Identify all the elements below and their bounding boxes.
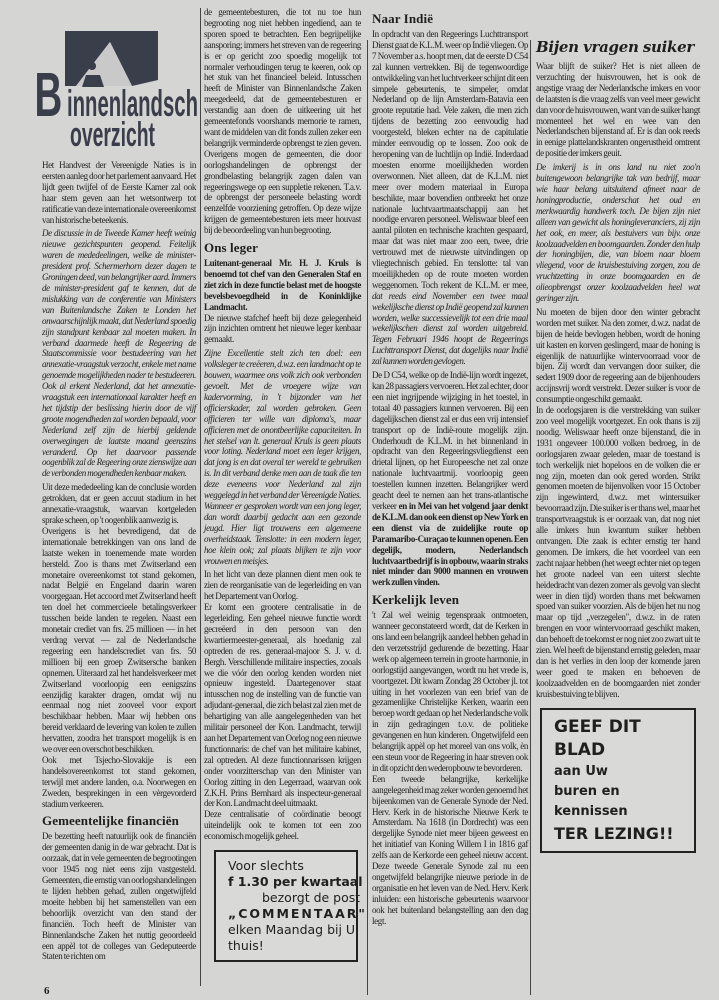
heading-kerkelijk-leven: Kerkelijk leven [372,592,460,608]
ad-line: TER LEZING!! [554,823,674,843]
paragraph: Een tweede belangrijke, kerkelijke aangelegenheid mag zeker worden genoemd het bijeenkomen van de Generale Synode der Ned. Herv. Kerk in de historische Nieuwe Kerk te Amsterdam. Na 1618 (in Dordrecht) was een dergelijke Synode niet meer bijeen geweest en het initiatief van Koning Willem I in 1816 gaf zelfs aan de Kerkorde een geheel nieuw accent. Deze tweede Generale Synode zal nu een ongetwijfeld belangrijke nieuwe periode in de organisatie en het leven van de Ned. Herv. Kerk inluiden: een historische gebeurtenis waarvoor ook het buitenland belangstelling aan den dag legt. [372,773,528,926]
paragraph: In de oorlogsjaren is die verstrekking van suiker zoo veel mogelijk voortgezet. En ook thans is zij noodig. Weliswaar heeft onze bijenstand, die in 1931 ongeveer 100.000 volken bedroeg, in de oorlogsjaren zwaar geleden, maar de toestand is toch werkelijk niet hopeloos en de volken die er nog zijn, moeten dan ook gered worden. Strikt genomen moeten de bijenvolken voor 15 October zijn ingewinterd, d.w.z. met wintersuiker bevoorraad zijn. Die suiker is er thans wel, maar het transportvraagstuk is er oorzaak van, dat nog niet alle imkers hun kwantum suiker hebben ontvangen. Die zaak is echter ernstig ter hand genomen. De imkers, die het voordeel van een zacht najaar hebben (het weegt echter niet op tegen het groote nadeel van een uiterst slechte heidedracht van dezen zomer als gevolg van slecht weer in dien tijd) worden thans met bekwamen spoed van suiker voorzien. Als de bijen het nu nog maar op tijd „verzegelen", d.w.z. in de raten brengen en voor wintervoorraad geschikt maken, dan behoeft de toekomst er nog niet zoo zwart uit te zien. Wel heeft de bijenstand ernstig geleden, maar dan is het verlies in den loop der komende jaren weer goed te maken en behoeven de koolzaadvelden en de boomgaarden niet zonder kruisbestuiving te blijven. [536,405,700,699]
text-run: De D C54, welke op de Indië-lijn wordt ingezet, kan 28 passagiers vervoeren. Het zal echter, door een niet ingrijpende wijziging in het toestel, in totaal 40 passagiers kunnen vervoeren. Bij een dagelijkschen dienst zal er dus een vrij intensief transport op de Indië-route mogelijk zijn. Onderhoudt de K.L.M. in het binnenland in opdracht van den Regeeringsvliegdienst een drietal lijnen, op het Europeesche net zal onze nationale luchtvaartmij. voorloopig geen toestellen kunnen inzetten. Belangrijker werd geacht deel te nemen aan het trans-atlantische verkeer [372,370,528,511]
paragraph: De nieuwe stafchef heeft bij deze gelegenheid zijn inzichten omtrent het nieuwe leger kenbaar gemaakt. [204,312,361,345]
text-run: In opdracht van den Regeerings Luchttransport Dienst gaat de K.L.M. weer op Indië vliegen. Op 7 November a.s. hoopt men, dat de eerste D C54 zal kunnen vertrekken. Bij de tegenwoordige ontwikkeling van het luchtverkeer schijnt dit een simpele gebeurtenis, te simpeler, omdat Nederland op de lijn Amsterdam-Batavia een groote reputatie had. Vele zaken, die men zich tijdens de bezetting zoo eenvoudig had voorgesteld, bleken echter na de capitulatie minder eenvoudig op te lossen. Zoo ook de heropening van de luchtlijn op Indië. Inderdaad moesten enorme moeilijkheden worden overwonnen. Niet alleen, dat de K.L.M. niet meer over modern materiaal in Europa beschikte, maar bovendien ontbreekt het onze nationale luchtvaartmaatschappij aan het noodige ervaren personeel. Weliswaar bleef een aantal piloten en technische krachten gespaard, maar dat was niet maar zoo een, twee, drie vertrouwd met de nieuwste uitvindingen op vliegtechnisch gebied. En tenslotte: tal van moeilijkheden op de route moeten worden weggenomen. Toch rekent de K.L.M. er mee, [372,29,528,290]
column-three [372,12,528,930]
intro-paragraph: Het Handvest der Vereenigde Naties is in eersten aanleg door het parlement aanvaard. Het lijdt geen twijfel of de Eerste Kamer zal ook haar stem geven aan het wetsontwerp tot ratificatie van deze internationale overeenkomst van historische beteekenis. [42,160,196,225]
paragraph: Er komt een grootere centralisatie in de legerleiding. Een geheel nieuwe functie wordt gecreëerd in den persoon van den kwartiermeester-generaal, als hoedanig zal optreden de res. generaal-majoor S. J. v. d. Bergh. Verschillende militaire inspecties, zooals we die vóór den oorlog kenden worden niet opnieuw ingesteld. Daartegenover staat intusschen nog de instelling van de functie van adjudant-generaal, die zich belast zal zien met de behartiging van alle aangelegenheden van het militair personeel der Kon. Landmacht, terwijl aan het Departement van Oorlog nog een nieuwe functionnaris: de chef van het militaire kabinet, zal optreden. Al deze functionnarissen krijgen onder voorzitterschap van den Minister van Oorlog zitting in den Legerraad, waarvan ook Z.K.H. Prins Bernhard als inspecteur-generaal der Kon. Landmacht deel uitmaakt. [204,602,361,809]
ad-price: f 1.30 per kwartaal [228,874,363,890]
logo-word2: overzicht [70,115,156,154]
paragraph: De bezetting heeft natuurlijk ook de financiën der gemeenten danig in de war gebracht. Dat is oorzaak, dat in vele gemeenten de begrootingen voor 1945 nog niet eens zijn vastgesteld. Gemeenten, die ernstig van oorlogshandelingen te lijden hebben gehad, zullen ongetwijfeld moeite hebben bij het samenstellen van een behoorlijk overzicht van den stand der financiën. Toch heeft de Minister van Binnenlandsche Zaken het nuttig geoordeeld een appèl tot de colleges van Gedeputeerde Staten te richten om [42,831,196,962]
bold-text-run: en in Mei van het volgend jaar denkt de K.L.M. dan ook een dienst op New York en een dienst via de zuidelijke route op Paramaribo-Curaçao te kunnen openen. Een degelijk, modern, Nederlandsch luchtvaartbedrijf is in opbouw, waarin straks niet minder dan 9000 mannen en vrouwen werk zullen vinden. [372,500,528,588]
italic-paragraph: De imkerij is in ons land nu niet zoo'n buitengewoon belangrijke tak van bedrijf, maar wie haar belang uitsluitend afmeet naar de honingproductie, onderschat het oud en merkwaardig handwerk toch. De bijen zijn niet alleen van gewicht als honingleveranciers, zij zijn het ook, en meer, als bestuivers van bijv. onze koolzaadvelden en boomgaarden. Zonder den hulp der honingbijen, die, van bloem naar bloem vliegend, voor de kruisbestuiving zorgen, zou de vruchtzetting in onze boomgaarden en de olieopbrengst onzer koolzaadvelden heel wat geringer zijn. [536,162,700,304]
share-advertisement [540,708,696,853]
logo-initial: B [34,59,63,130]
heading-gemeentelijke-financien: Gemeentelijke financiën [42,813,179,829]
heading-bijen-vragen-suiker: Bijen vragen suiker [536,38,694,56]
column-binnenlandsch-overzicht [42,160,196,965]
paragraph [372,370,528,588]
paragraph: Nu moeten de bijen door den winter gebracht worden met suiker. Na den zomer, d.w.z. nadat de bijen de heide bevlogen hebben, wordt de honing uit kasten en korven geslingerd, maar de honing is eigenlijk de natuurlijke wintervoorraad voor de bijen. Zij wordt dan vervangen door suiker, die sedert 1909 door de regeering aan de bijenhouders accijnsvrij wordt verstrekt. Dezer suiker is voor de consumptie ongeschikt gemaakt. [536,306,700,405]
ad-line: aan Uw [554,763,608,779]
heading-ons-leger: Ons leger [204,240,258,256]
subscription-advertisement [214,850,367,962]
ad-line: bezorgt de post [262,890,361,906]
column-divider [530,40,531,995]
page-number: 6 [44,985,50,997]
paragraph: In het licht van deze plannen dient men ook te zien de reorganisatie van de legerleiding en van het Departement van Oorlog. [204,569,361,602]
ad-line: GEEF DIT BLAD [554,716,641,760]
ad-line: thuis! [228,938,264,954]
paragraph: Uit deze mededeeling kan de conclusie worden getrokken, dat er geen accuut stadium in het annexatie-vraagstuk, waarvan kortgeleden sprake scheen, op 't oogenblik aanwezig is. [42,482,196,525]
column-bijen-vragen-suiker [536,38,700,853]
ad-publication-name: „COMMENTAAR" [228,906,367,922]
paragraph: Overigens is het bevredigend, dat de internationale betrekkingen van ons land de laatste weken in toenemende mate worden hersteld. Zoo is thans met Zwitserland een monetaire overeenkomst tot stand gekomen, nadat België en Engeland daarin waren voorgegaan. Het accoord met Zwitserland heeft ten doel het commercieele betalingsverkeer tusschen beide landen te regelen. Naast een monetair crediet van frs. 25 millioen — in het verdrag vervat — zal de Nederlandsche regeering een handelscrediet van frs. 50 millioen bij een groep Zwitsersche banken opnemen. Uiteraard zal het handelsverkeer met Zwitserland voorloopig een eenigszins eenzijdig karakter dragen, omdat wij nu eenmaal nog niet zooveel voor export beschikbaar hebben. Maar wij hebben ons bereid verklaard de levering van kolen te zullen hervatten, zoodra het transport mogelijk is en we over een overschot beschikken. [42,525,196,755]
ad-line: Voor slechts [228,858,304,874]
column-divider [367,40,368,995]
lead-paragraph: Luitenant-generaal Mr. H. J. Kruls is benoemd tot chef van den Generalen Staf en ziet zich in deze functie belast met de hoogste bevelsbevoegdheid in de Koninklijke Landmacht. [204,258,361,312]
logo-word1: innenlandsch [67,84,198,125]
italic-paragraph: Zijne Excellentie stelt zich ten doel: een volksleger te creëeren, d.w.z. een landmacht op te bouwen, waarmee ons volk zich ook verbonden gevoelt. Met de vroegere wijze van kadervorming, in 't bijzonder van het officierskader, zal worden gebroken. Geen officieren ter wille van diploma's, maar officieren met de onontbeerlijke capaciteiten. In het stelsel van lt. generaal Kruls is geen plaats voor loting. Nederland moet een leger krijgen, dat jong is en dat overal ter wereld te gebruiken is. In dit verband denke men aan de taak die ten deze eveneens voor Nederland zal zijn weggelegd in het verband der Vereenigde Naties. Wanneer er gesproken wordt van een jong leger, dan wordt daarbij gedacht aan een gezonde jeugd. Hier ligt trouwens een algemeene overheidstaak. Tenslotte: in een modern leger, hoe klein ook; zal plaats blijken te zijn voor vrouwen en meisjes. [204,348,361,566]
italic-text-run: dat reeds eind November een twee maal wekelijksche dienst op Indië geopend zal kunnen worden, welke successievelijk tot een drie maal wekelijkschen dienst zal worden uitgebreid. Tegen Februari 1946 hoopt de Regeerings Luchttransport Dienst, dat dagelijks naar Indië zal kunnen worden gevlogen. [372,290,528,367]
paragraph: de gemeentebesturen, die tot nu toe hun begrooting nog niet hebben ingediend, aan te sporen spoed te betrachten. Een begrijpelijke aansporing; immers het streven van de regeering is er op gericht zoo spoedig mogelijk tot normaler verhoudingen terug te keeren, ook op het stuk van het financieel beleid. Intusschen heeft de Minister van Binnenlandsche Zaken meegedeeld, dat de gemeentebesturen er verstandig aan doen de uitkeering uit het gemeentefonds voorshands memorie te ramen, want de middelen van dit fonds zullen zeker een belangrijk verminderde opbrengst te zien geven. Overigens mogen de gemeenten, die door oorlogshandelingen de opbrengst der grondbelasting belangrijk zagen dalen van regeeringswege op een suppletie rekenen. T.a.v. de opbrengst der personeele belasting wordt eenzelfde voorziening getroffen. Op deze wijze krijgen de gemeentebesturen iets meer houvast bij de beoordeeling van hun begrooting. [204,7,361,236]
paragraph: Ook met Tsjecho-Slovakije is een handelsovereenkomst tot stand gekomen, terwijl met andere landen, o.a. Noorwegen en Zweden, besprekingen in een vèrgevorderd stadium verkeeren. [42,754,196,809]
italic-paragraph: De discussie in de Tweede Kamer heeft weinig nieuwe gezichtspunten geopend. Feitelijk waren de mededeelingen, welke de minister-president prof. Schermerhorn dezer dagen te Groningen deed, van belangrijker aard. Immers de minister-president gaf te kennen, dat de mislukking van de conferentie van Ministers van Buitenlandsche Zaken te Londen het onwaarschijnlijk maakt, dat Nederland spoedig zijn standpunt kenbaar zal moeten maken. In verband daarmede heeft de Regeering de Staatscommissie voor bestudeering van het annexatie-vraagstuk verzocht, enkele met name genoemde mogelijkheden nader te bestudeeren. Ook al erkent Nederland, dat het annexatie-vraagstuk een internationaal karakter heeft en het tijdstip der beslissing hierin door de vijf groote mogendheden zal worden bepaald, voor Nederland zelf zijn de hierbij geldende overwegingen de laatste maand geenszins veranderd. Op het daarvoor passende oogenblik zal de Regeering onze zienswijze aan de verbonden mogendheden kenbaar maken. [42,228,196,479]
paragraph: Waar blijft de suiker? Het is niet alleen de verzuchting der huisvrouwen, het is ook de angstige vraag der Nederlandsche imkers en voor de laatsten is die vraag zelfs van veel meer gewicht dan voor de huisvrouwen, want van de suiker hangt momenteel het wel en wee van den Nederlandschen bijenstand af. Er is dan ook reeds in eenige plattelandskranten ongerustheid omtrent de positie der imkers geuit. [536,61,700,159]
column-two [204,7,367,962]
paragraph: Deze centralisatie of coördinatie beoogt uiteindelijk ook te komen tot een zoo economisch mogelijk geheel. [204,809,361,842]
paragraph: 't Zal wel weinig tegenspraak ontmoeten, wanneer geconstateerd wordt, dat de Kerken in ons land een belangrijk aandeel hebben gehad in den verzetsstrijd gedurende de bezetting. Haar werk op algemeen terrein in groote harmonie, in oorlogstijd aangevangen, wordt nu het vrede is, voortgezet. Dit kwam Zondag 28 October jl. tot uiting in het voorlezen van een brief van de gezamenlijke Christelijke Kerken, waarin een beroep wordt gedaan op het Nederlandsche volk in zijn gedragingen t.o.v. de politieke gevangenen en hun kinderen. Ongetwijfeld een belangrijk appèl op het moreel van ons volk, èn een steun voor de Regeering in haar streven ook in dit opzicht den wederopbouw te bevorderen. [372,610,528,773]
ad-line: buren en kennissen [554,783,628,819]
section-logo-binnenlandsch-overzicht [32,28,202,158]
paragraph [372,29,528,367]
heading-naar-indie: Naar Indië [372,11,434,26]
column-divider [200,8,201,986]
ad-line: elken Maandag bij U [228,922,356,938]
